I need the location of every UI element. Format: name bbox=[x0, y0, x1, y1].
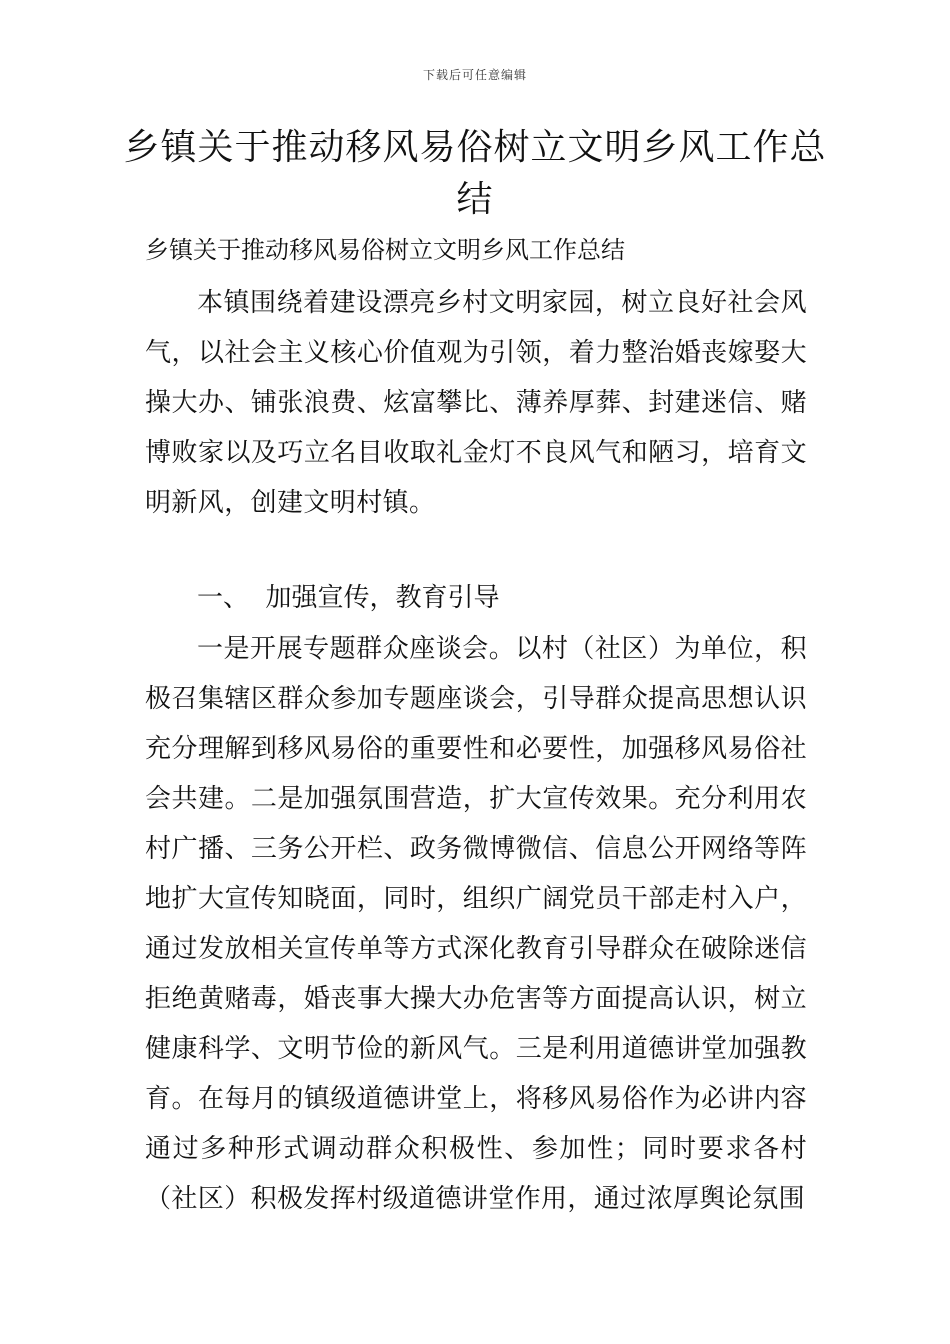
header-note: 下载后可任意编辑 bbox=[422, 68, 527, 82]
section-body-paragraph: 一是开展专题群众座谈会。以村（社区）为单位，积极召集辖区群众参加专题座谈会，引导群众提高思想认识充分理解到移风易俗的重要性和必要性，加强移风易俗社会共建。二是加强氛围营造，扩大宣传效果。充分利用农村广播、三务公开栏、政务微博微信、信息公开网络等阵地扩大宣传知晓面，同时，组织广阔党员干部走村入户，通过发放相关宣传单等方式深化教育引导群众在破除迷信拒绝黄赌毒，婚丧事大操大办危害等方面提高认识，树立健康科学、文明节俭的新风气。三是利用道德讲堂加强教育。在每月的镇级道德讲堂上，将移风易俗作为必讲内容通过多种形式调动群众积极性、参加性；同时要求各村（社区）积极发挥村级道德讲堂作用，通过浓厚舆论氛围 bbox=[145, 634, 807, 1214]
section-heading: 一、 加强宣传，教育引导 bbox=[197, 583, 500, 613]
document-subtitle: 乡镇关于推动移风易俗树立文明乡风工作总结 bbox=[145, 236, 625, 264]
intro-paragraph: 本镇围绕着建设漂亮乡村文明家园，树立良好社会风气，以社会主义核心价值观为引领，着力整治婚丧嫁娶大操大办、铺张浪费、炫富攀比、薄养厚葬、封建迷信、赌博败家以及巧立名目收取礼金灯不良风气和陋习，培育文明新风，创建文明村镇。 bbox=[145, 288, 807, 518]
document-title: 乡镇关于推动移风易俗树立文明乡风工作总结 bbox=[123, 127, 827, 220]
